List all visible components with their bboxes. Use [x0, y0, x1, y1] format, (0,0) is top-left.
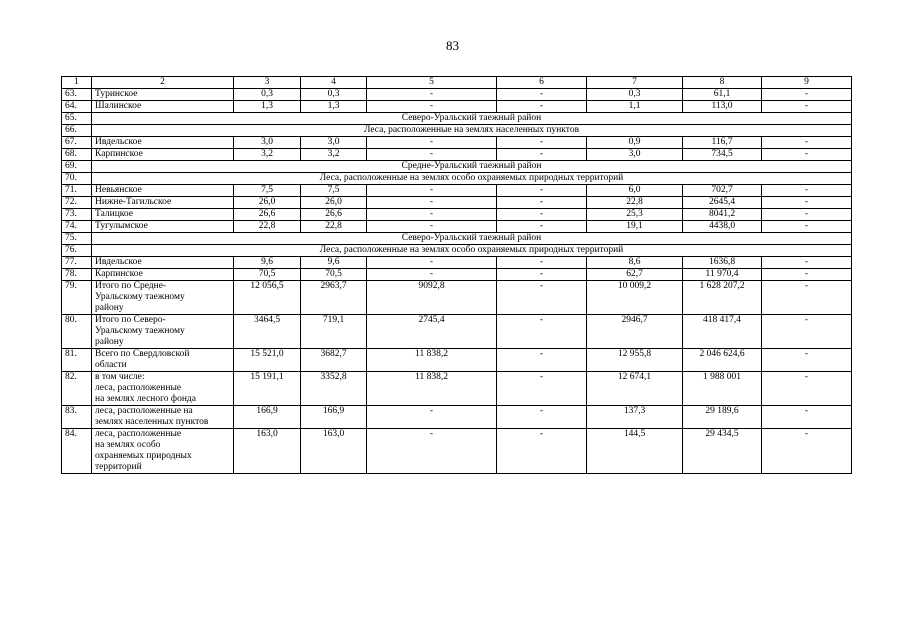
value-cell-c6: -: [497, 221, 587, 233]
value-cell-c5: 9092,8: [367, 281, 497, 315]
forest-data-table: [61, 76, 852, 474]
total-row: [62, 281, 852, 315]
value-cell-c6: -: [497, 197, 587, 209]
name-cell: [92, 257, 234, 269]
value-cell-c7: 10 009,2: [587, 281, 683, 315]
name-cell: [92, 209, 234, 221]
name-cell: [92, 137, 234, 149]
table-row: [62, 197, 852, 209]
value-cell-c3: 7,5: [234, 185, 301, 197]
name-line: Карпинское: [95, 149, 143, 159]
value-cell-c6: -: [497, 406, 587, 429]
name-line: Ивдельское: [95, 257, 142, 267]
header-cell: 1: [62, 77, 92, 89]
value-cell-c8: 116,7: [683, 137, 762, 149]
value-cell-c5: -: [367, 269, 497, 281]
row-number-cell: 67.: [62, 137, 92, 149]
name-cell: [92, 281, 234, 315]
value-cell-c6: -: [497, 185, 587, 197]
value-cell-c9: -: [762, 372, 852, 406]
value-cell-c9: -: [762, 185, 852, 197]
value-cell-c9: -: [762, 315, 852, 349]
name-line: Тугулымское: [95, 221, 148, 231]
total-row: [62, 372, 852, 406]
value-cell-c3: 26,6: [234, 209, 301, 221]
section-header-row: [62, 245, 852, 257]
table-row: [62, 137, 852, 149]
row-number-cell: 81.: [62, 349, 92, 372]
value-cell-c9: -: [762, 257, 852, 269]
header-cell: 6: [497, 77, 587, 89]
row-number-cell: 82.: [62, 372, 92, 406]
value-cell-c4: 719,1: [301, 315, 367, 349]
table-row: [62, 89, 852, 101]
value-cell-c5: -: [367, 89, 497, 101]
value-cell-c5: -: [367, 101, 497, 113]
row-number-cell: 74.: [62, 221, 92, 233]
value-cell-c5: -: [367, 257, 497, 269]
value-cell-c8: 734,5: [683, 149, 762, 161]
value-cell-c3: 26,0: [234, 197, 301, 209]
table-body: [62, 89, 852, 474]
name-line: Уральскому таежному: [95, 292, 185, 302]
row-number-cell: 69.: [62, 161, 92, 173]
row-number-cell: 73.: [62, 209, 92, 221]
value-cell-c9: -: [762, 101, 852, 113]
value-cell-c3: 1,3: [234, 101, 301, 113]
value-cell-c5: -: [367, 209, 497, 221]
value-cell-c6: -: [497, 372, 587, 406]
value-cell-c8: 11 970,4: [683, 269, 762, 281]
value-cell-c3: 3464,5: [234, 315, 301, 349]
value-cell-c7: 0,3: [587, 89, 683, 101]
name-line: Всего по Свердловской: [95, 349, 190, 359]
value-cell-c7: 8,6: [587, 257, 683, 269]
value-cell-c3: 9,6: [234, 257, 301, 269]
value-cell-c3: 12 056,5: [234, 281, 301, 315]
value-cell-c5: 11 838,2: [367, 372, 497, 406]
section-title-cell: Средне-Уральский таежный район: [92, 161, 852, 173]
value-cell-c6: -: [497, 149, 587, 161]
name-line: Шалинское: [95, 101, 142, 111]
value-cell-c3: 15 191,1: [234, 372, 301, 406]
header-cell: 7: [587, 77, 683, 89]
value-cell-c8: 1636,8: [683, 257, 762, 269]
row-number-cell: 66.: [62, 125, 92, 137]
value-cell-c7: 0,9: [587, 137, 683, 149]
name-line: Уральскому таежному: [95, 326, 185, 336]
value-cell-c8: 418 417,4: [683, 315, 762, 349]
value-cell-c8: 1 988 001: [683, 372, 762, 406]
name-cell: [92, 406, 234, 429]
value-cell-c7: 25,3: [587, 209, 683, 221]
row-number-cell: 70.: [62, 173, 92, 185]
value-cell-c4: 26,6: [301, 209, 367, 221]
value-cell-c9: -: [762, 429, 852, 474]
row-number-cell: 78.: [62, 269, 92, 281]
name-line: области: [95, 360, 127, 370]
name-line: леса, расположенные: [95, 429, 182, 439]
value-cell-c8: 29 189,6: [683, 406, 762, 429]
name-line: Нижне-Тагильское: [95, 197, 172, 207]
value-cell-c9: -: [762, 281, 852, 315]
value-cell-c8: 2 046 624,6: [683, 349, 762, 372]
table-row: [62, 185, 852, 197]
section-header-row: [62, 161, 852, 173]
value-cell-c8: 702,7: [683, 185, 762, 197]
value-cell-c7: 12 674,1: [587, 372, 683, 406]
value-cell-c3: 163,0: [234, 429, 301, 474]
row-number-cell: 76.: [62, 245, 92, 257]
value-cell-c4: 3,0: [301, 137, 367, 149]
row-number-cell: 68.: [62, 149, 92, 161]
row-number-cell: 80.: [62, 315, 92, 349]
value-cell-c4: 3352,8: [301, 372, 367, 406]
row-number-cell: 75.: [62, 233, 92, 245]
section-header-row: [62, 125, 852, 137]
value-cell-c4: 163,0: [301, 429, 367, 474]
section-title-cell: Северо-Уральский таежный район: [92, 113, 852, 125]
name-line: Ивдельское: [95, 137, 142, 147]
row-number-cell: 71.: [62, 185, 92, 197]
header-cell: 3: [234, 77, 301, 89]
row-number-cell: 84.: [62, 429, 92, 474]
value-cell-c4: 22,8: [301, 221, 367, 233]
value-cell-c5: -: [367, 429, 497, 474]
value-cell-c4: 3,2: [301, 149, 367, 161]
table-row: [62, 149, 852, 161]
section-header-row: [62, 113, 852, 125]
value-cell-c8: 4438,0: [683, 221, 762, 233]
value-cell-c6: -: [497, 257, 587, 269]
row-number-cell: 72.: [62, 197, 92, 209]
value-cell-c9: -: [762, 197, 852, 209]
value-cell-c4: 3682,7: [301, 349, 367, 372]
value-cell-c5: -: [367, 137, 497, 149]
section-title-cell: Леса, расположенные на землях особо охраняемых природных территорий: [92, 173, 852, 185]
value-cell-c3: 3,0: [234, 137, 301, 149]
section-title-cell: Леса, расположенные на землях особо охраняемых природных территорий: [92, 245, 852, 257]
value-cell-c6: -: [497, 89, 587, 101]
name-line: леса, расположенные на: [95, 406, 193, 416]
value-cell-c8: 8041,2: [683, 209, 762, 221]
name-cell: [92, 269, 234, 281]
value-cell-c6: -: [497, 349, 587, 372]
value-cell-c4: 166,9: [301, 406, 367, 429]
header-cell: 5: [367, 77, 497, 89]
total-row: [62, 315, 852, 349]
value-cell-c5: 11 838,2: [367, 349, 497, 372]
value-cell-c7: 1,1: [587, 101, 683, 113]
name-cell: [92, 89, 234, 101]
header-cell: 8: [683, 77, 762, 89]
table-row: [62, 101, 852, 113]
value-cell-c7: 137,3: [587, 406, 683, 429]
name-line: Карпинское: [95, 269, 143, 279]
value-cell-c5: -: [367, 406, 497, 429]
header-cell: 2: [92, 77, 234, 89]
value-cell-c4: 26,0: [301, 197, 367, 209]
value-cell-c5: -: [367, 185, 497, 197]
value-cell-c6: -: [497, 429, 587, 474]
row-number-cell: 79.: [62, 281, 92, 315]
value-cell-c9: -: [762, 349, 852, 372]
total-row: [62, 429, 852, 474]
section-header-row: [62, 173, 852, 185]
value-cell-c5: 2745,4: [367, 315, 497, 349]
value-cell-c7: 3,0: [587, 149, 683, 161]
name-line: Невьянское: [95, 185, 142, 195]
value-cell-c4: 9,6: [301, 257, 367, 269]
value-cell-c3: 0,3: [234, 89, 301, 101]
value-cell-c4: 1,3: [301, 101, 367, 113]
name-line: землях населенных пунктов: [95, 417, 209, 427]
row-number-cell: 63.: [62, 89, 92, 101]
name-cell: [92, 149, 234, 161]
name-line: леса, расположенные: [95, 383, 182, 393]
value-cell-c5: -: [367, 149, 497, 161]
name-line: району: [95, 337, 124, 347]
value-cell-c6: -: [497, 101, 587, 113]
value-cell-c9: -: [762, 137, 852, 149]
value-cell-c8: 113,0: [683, 101, 762, 113]
value-cell-c3: 3,2: [234, 149, 301, 161]
section-title-cell: Северо-Уральский таежный район: [92, 233, 852, 245]
column-number-header-row: [62, 77, 852, 89]
value-cell-c7: 12 955,8: [587, 349, 683, 372]
value-cell-c7: 19,1: [587, 221, 683, 233]
name-line: району: [95, 303, 124, 313]
name-line: территорий: [95, 462, 142, 472]
value-cell-c6: -: [497, 269, 587, 281]
value-cell-c9: -: [762, 269, 852, 281]
name-cell: [92, 185, 234, 197]
value-cell-c6: -: [497, 281, 587, 315]
table-row: [62, 209, 852, 221]
value-cell-c7: 62,7: [587, 269, 683, 281]
name-line: охраняемых природных: [95, 451, 192, 461]
value-cell-c6: -: [497, 315, 587, 349]
name-line: Итого по Средне-: [95, 281, 167, 291]
name-line: Талицкое: [95, 209, 133, 219]
value-cell-c6: -: [497, 137, 587, 149]
total-row: [62, 406, 852, 429]
value-cell-c5: -: [367, 221, 497, 233]
table-row: [62, 221, 852, 233]
row-number-cell: 65.: [62, 113, 92, 125]
name-line: Итого по Северо-: [95, 315, 166, 325]
value-cell-c3: 15 521,0: [234, 349, 301, 372]
value-cell-c9: -: [762, 89, 852, 101]
page-number: 83: [446, 38, 459, 53]
name-line: на землях лесного фонда: [95, 394, 196, 404]
value-cell-c4: 7,5: [301, 185, 367, 197]
name-line: на землях особо: [95, 440, 161, 450]
value-cell-c9: -: [762, 149, 852, 161]
total-row: [62, 349, 852, 372]
value-cell-c3: 166,9: [234, 406, 301, 429]
section-title-cell: Леса, расположенные на землях населенных пунктов: [92, 125, 852, 137]
header-cell: 9: [762, 77, 852, 89]
name-cell: [92, 101, 234, 113]
value-cell-c8: 2645,4: [683, 197, 762, 209]
value-cell-c6: -: [497, 209, 587, 221]
row-number-cell: 64.: [62, 101, 92, 113]
name-line: в том числе:: [95, 372, 145, 382]
name-cell: [92, 221, 234, 233]
name-line: Туринское: [95, 89, 138, 99]
value-cell-c7: 144,5: [587, 429, 683, 474]
name-cell: [92, 372, 234, 406]
value-cell-c3: 70,5: [234, 269, 301, 281]
section-header-row: [62, 233, 852, 245]
value-cell-c9: -: [762, 406, 852, 429]
row-number-cell: 83.: [62, 406, 92, 429]
row-number-cell: 77.: [62, 257, 92, 269]
table-row: [62, 269, 852, 281]
value-cell-c4: 2963,7: [301, 281, 367, 315]
value-cell-c9: -: [762, 209, 852, 221]
value-cell-c3: 22,8: [234, 221, 301, 233]
value-cell-c7: 6,0: [587, 185, 683, 197]
value-cell-c8: 1 628 207,2: [683, 281, 762, 315]
name-cell: [92, 197, 234, 209]
name-cell: [92, 429, 234, 474]
value-cell-c4: 70,5: [301, 269, 367, 281]
value-cell-c5: -: [367, 197, 497, 209]
value-cell-c9: -: [762, 221, 852, 233]
value-cell-c8: 61,1: [683, 89, 762, 101]
value-cell-c4: 0,3: [301, 89, 367, 101]
table-row: [62, 257, 852, 269]
value-cell-c7: 2946,7: [587, 315, 683, 349]
name-cell: [92, 349, 234, 372]
value-cell-c7: 22,8: [587, 197, 683, 209]
name-cell: [92, 315, 234, 349]
value-cell-c8: 29 434,5: [683, 429, 762, 474]
header-cell: 4: [301, 77, 367, 89]
